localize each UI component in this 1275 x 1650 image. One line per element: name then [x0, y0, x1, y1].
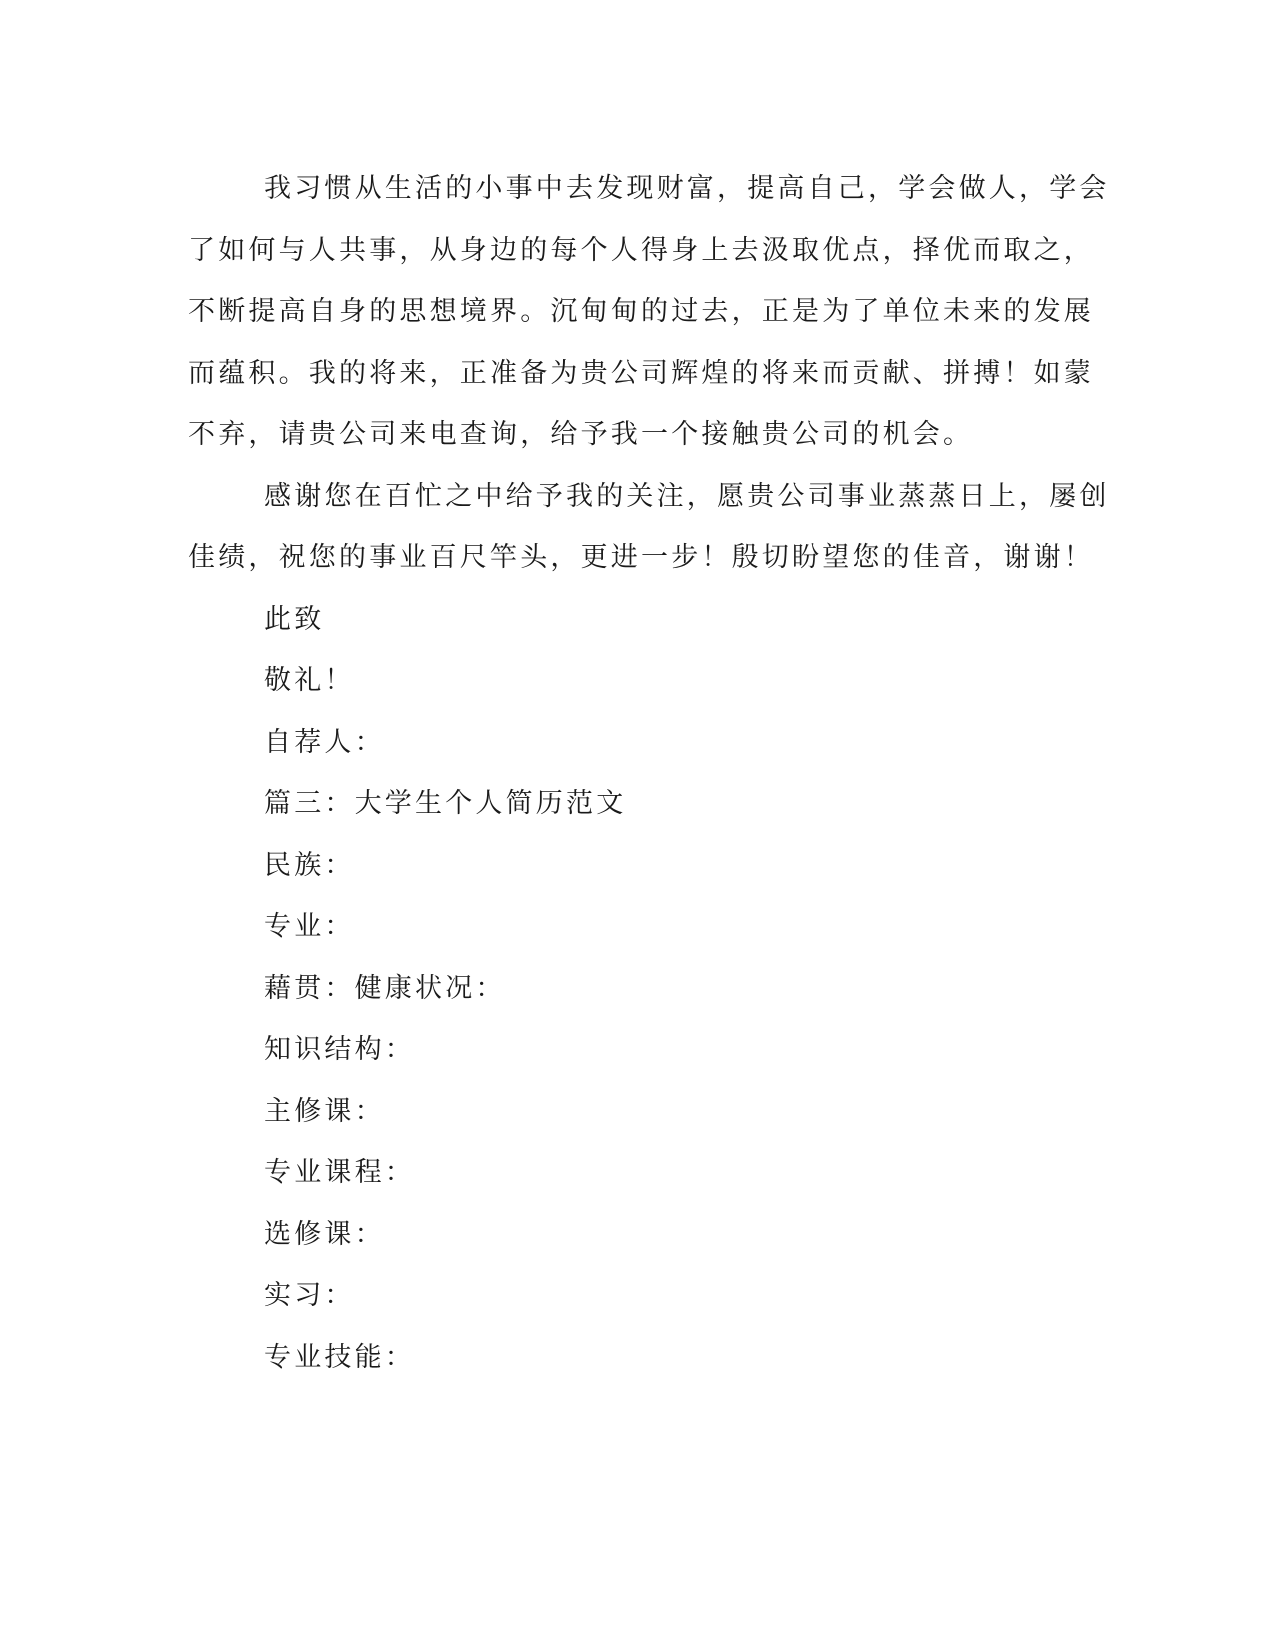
knowledge-label: 知识结构： — [264, 1034, 415, 1065]
internship-label: 实习： — [264, 1280, 355, 1311]
document-body — [188, 158, 1110, 1388]
paragraph-line: 了如何与人共事，从身边的每个人得身上去汲取优点，择优而取之， — [188, 234, 1094, 266]
paragraph-line: 感谢您在百忙之中给予我的关注，愿贵公司事业蒸蒸日上，屡创 — [264, 480, 1110, 512]
origin-health-label: 藉贯：健康状况： — [264, 972, 506, 1004]
professional-courses-label: 专业课程： — [264, 1157, 415, 1188]
paragraph-line: 而蕴积。我的将来，正准备为贵公司辉煌的将来而贡献、拼搏！如蒙 — [188, 357, 1094, 389]
main-courses-label: 主修课： — [264, 1095, 385, 1127]
major-label: 专业： — [264, 911, 355, 942]
electives-label: 选修课： — [264, 1218, 385, 1250]
ethnicity-label: 民族： — [264, 849, 355, 881]
paragraph-line: 不弃，请贵公司来电查询，给予我一个接触贵公司的机会。 — [188, 419, 974, 450]
closing-regards: 敬礼！ — [264, 665, 355, 696]
paragraph-line: 不断提高自身的思想境界。沉甸甸的过去，正是为了单位未来的发展 — [188, 296, 1094, 327]
signature-label: 自荐人： — [264, 726, 385, 758]
skills-label: 专业技能： — [264, 1341, 415, 1373]
closing-salutation: 此致 — [264, 603, 325, 635]
resume-title: 篇三：大学生个人简历范文 — [264, 788, 627, 819]
paragraph-line: 我习惯从生活的小事中去发现财富，提高自己，学会做人，学会 — [264, 173, 1110, 204]
paragraph-line: 佳绩，祝您的事业百尺竿头，更进一步！殷切盼望您的佳音，谢谢！ — [188, 542, 1094, 573]
